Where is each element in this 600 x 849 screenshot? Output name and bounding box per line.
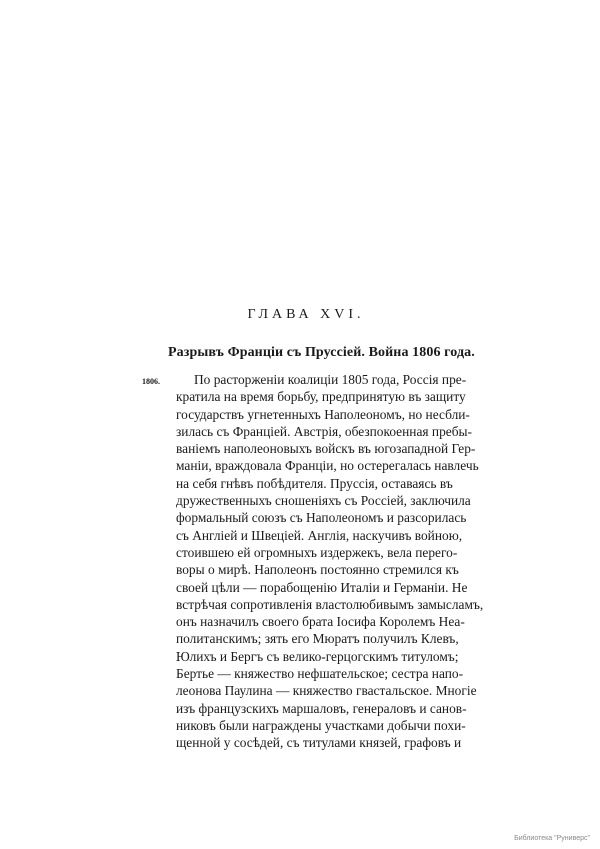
text-line: никовъ были награждены участками добычи похи-: [176, 717, 466, 733]
text-line: на себя гнѣвъ побѣдителя. Пруссія, оставаясь въ: [176, 475, 453, 491]
text-line: зилась съ Франціей. Австрія, обезпокоенная пребы-: [176, 423, 472, 439]
text-line: Бертье — княжество нефшательское; сестра напо-: [176, 666, 464, 682]
text-line: кратила на время борьбу, предпринятую въ защиту: [176, 389, 466, 405]
body-text: [176, 371, 484, 752]
text-line: стоившею ей огромныхъ издержекъ, вела перего-: [176, 544, 458, 560]
chapter-heading: ГЛАВА XVI.: [247, 307, 365, 322]
margin-year-note: 1806.: [142, 377, 160, 386]
text-line: дружественныхъ сношеніяхъ съ Россіей, заключила: [176, 493, 471, 509]
chapter-title: Разрывъ Франціи съ Пруссіей. Война 1806 года.: [168, 345, 475, 360]
text-line: политанскимъ; зять его Мюратъ получилъ Клевъ,: [176, 631, 459, 647]
text-line: По расторженіи коалиціи 1805 года, Россія пре-: [194, 372, 467, 387]
text-line: ваніемъ наполеоновыхъ войскъ въ югозападной Гер-: [176, 441, 476, 457]
text-line: Юлихъ и Бергъ съ велико-герцогскимъ титуломъ;: [176, 648, 459, 664]
text-line: встрѣчая сопротивленія властолюбивымъ замысламъ,: [176, 596, 484, 612]
text-line: воры о мирѣ. Наполеонъ постоянно стремился къ: [176, 562, 459, 578]
text-line: щенной у сосѣдей, съ титулами князей, графовъ и: [176, 735, 462, 751]
text-line: своей цѣли — порабощенію Италіи и Германіи. Не: [176, 579, 468, 595]
text-line: изъ французскихъ маршаловъ, генераловъ и санов-: [176, 700, 467, 716]
library-watermark: Библиотека "Руниверс": [514, 835, 590, 842]
text-line: государствъ угнетенныхъ Наполеономъ, но несбли-: [176, 406, 470, 422]
text-line: съ Англіей и Швеціей. Англія, наскучивъ войною,: [176, 527, 463, 543]
text-line: леонова Паулина — княжество гвастальское. Многіе: [176, 683, 477, 699]
text-line: онъ назначилъ своего брата Іосифа Королемъ Неа-: [176, 614, 465, 630]
text-line: маніи, враждовала Франціи, но остерегалась навлечь: [176, 458, 479, 474]
text-line: формальный союзъ съ Наполеономъ и разсорилась: [176, 510, 467, 526]
